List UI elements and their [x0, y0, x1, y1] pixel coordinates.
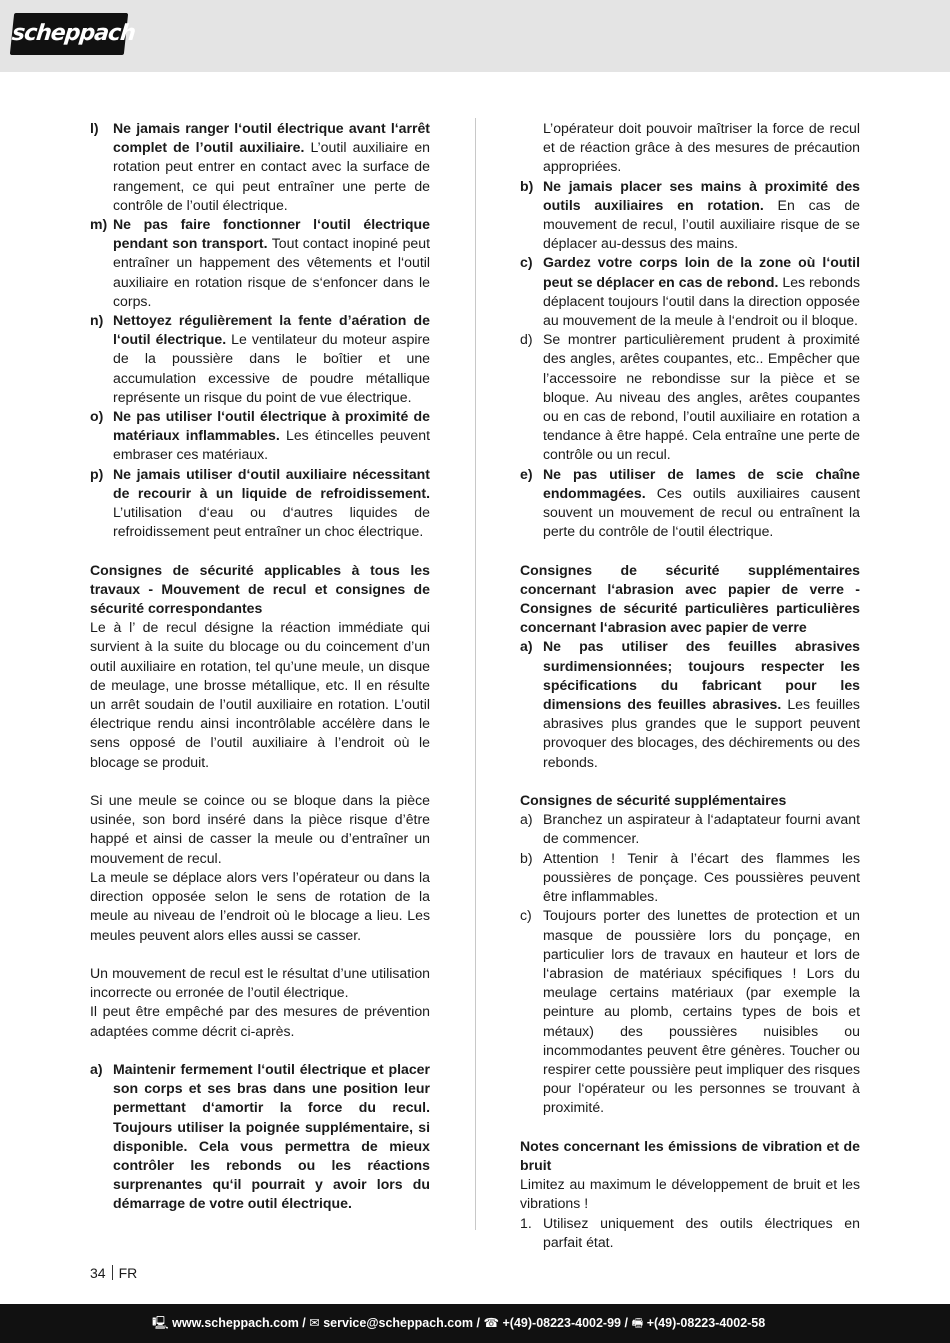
footer-website-link[interactable]: www.scheppach.com / — [172, 1316, 306, 1330]
list-item — [520, 330, 860, 464]
paragraph: Limitez au maximum le développement de bruit et les vibrations ! — [520, 1176, 860, 1212]
item-text: Utilisez uniquement des outils électriques en parfait état. — [543, 1214, 860, 1250]
recoil-heading: Consignes de sécurité applicables à tous les travaux - Mouvement de recul et consignes de sécurité correspondantes — [90, 561, 430, 617]
paragraph: Le à l’ de recul désigne la réaction immédiate qui survient à la suite du blocage ou du coincement d’un outil auxiliaire en rotation, tel qu’une meule, un disque de meulage, une brosse métallique, etc. Il en résulte un arrêt soudain de l’outil auxiliaire en rotation. L’outil électrique rendu ainsi incontrôlable accélère dans le sens opposé de l’outil auxiliaire à l’endroit où le blocage se produit. — [90, 619, 430, 770]
item-text: L’outil auxiliaire en rotation peut entrer en contact avec la surface de rangement, ce qui peut entraîner une perte de contrôle de l’outil électrique. — [113, 139, 430, 213]
item-text: Attention ! Tenir à l’écart des flammes les poussières de ponçage. Ces poussières peuvent être inflammables. — [543, 849, 860, 905]
item-label: c) — [520, 907, 532, 924]
item-label: a) — [90, 1060, 103, 1077]
footer-email-link[interactable]: service@scheppach.com / — [323, 1316, 480, 1330]
item-label: b) — [520, 849, 533, 866]
list-item — [520, 253, 860, 330]
paragraph: Si une meule se coince ou se bloque dans la pièce usinée, son bord inséré dans la pièce risque d’être happé et ainsi de casser la meule ou d’entraîner un mouvement de recul. — [90, 792, 430, 866]
item-text: Ces outils auxiliaires causent souvent un mouvement de recul ou entraînent la perte du contrôle de l‘outil électrique. — [543, 484, 860, 540]
item-text: Le ventilateur du moteur aspire de la poussière dans le boîtier et une accumulation excessive de poudre métallique représente un risque du point de vue électrique. — [113, 331, 430, 405]
fax-icon: 🖷 — [631, 1316, 644, 1330]
list-item — [520, 849, 860, 907]
item-text: Toujours porter des lunettes de protection et un masque de poussière lors du ponçage, en particulier lors de travaux en hauteur et lors de l‘abrasion de matériaux spécifiques ! Lors du meulage certains matériaux (par exemple la peinture au plomb, certains types de bois et métaux) des poussières nuisibles ou incommodantes peuvent être génères. Toucher ou respirer cette poussière peut impliquer des risques pour l‘opérateur ou les personnes se trouvant à proximité. — [543, 907, 860, 1116]
item-text: En cas de mouvement de recul, l’outil auxiliaire risque de se déplacer au-dessus des mains. — [543, 196, 860, 252]
list-item — [520, 906, 860, 1117]
item-label: n) — [90, 312, 104, 329]
item-bold: Ne jamais placer ses mains à proximité des outils auxiliaires en rotation. — [543, 177, 860, 213]
item-bold: Ne jamais ranger l‘outil électrique avant l‘arrêt complet de l’outil auxiliaire. — [113, 120, 430, 156]
item-text: Tout contact inopiné peut entraîner un happement des vêtements et l‘outil auxiliaire en rotation risque de s‘enfoncer dans le corps. — [113, 235, 430, 309]
item-bold: Ne jamais utiliser d‘outil auxiliaire nécessitant de recourir à un liquide de refroidissement. — [113, 465, 430, 501]
page-number — [90, 1265, 137, 1281]
list-item — [520, 637, 860, 771]
item-label: p) — [90, 465, 104, 482]
paragraph: Il peut être empêché par des mesures de prévention adaptées comme décrit ci-après. — [90, 1003, 430, 1039]
item-bold: Ne pas utiliser des feuilles abrasives surdimensionnées; toujours respecter les spécifications du fabricant pour les dimensions des feuilles abrasives. — [543, 638, 860, 713]
page-footer — [0, 1304, 950, 1343]
item-text: L’utilisation d‘eau ou d‘autres liquides de refroidissement peut entraîner un choc électrique. — [113, 504, 430, 540]
item-label: c) — [520, 254, 533, 271]
item-bold: Ne pas faire fonctionner l‘outil électrique pendant son transport. — [113, 216, 430, 252]
item-text: Les étincelles peuvent embraser ces matériaux. — [113, 427, 430, 463]
list-item — [90, 407, 430, 465]
list-item — [520, 465, 860, 542]
paragraph: La meule se déplace alors vers l’opérateur ou dans la direction opposée selon le sens de rotation de la meule au niveau de l’endroit où le blocage a lieu. Les meules peuvent alors elles aussi se casser. — [90, 868, 430, 943]
item-continuation: L’opérateur doit pouvoir maîtriser la force de recul et de réaction grâce à des mesures de précaution appropriées. — [543, 120, 860, 175]
paragraph: Un mouvement de recul est le résultat d’une utilisation incorrecte ou erronée de l’outil électrique. — [90, 964, 430, 1001]
footer-fax: +(49)-08223-4002-58 — [646, 1316, 766, 1330]
mail-icon: ✉ — [309, 1316, 320, 1330]
item-label: 1. — [520, 1214, 532, 1231]
list-item — [90, 465, 430, 542]
list-item — [520, 810, 860, 848]
vibration-heading: Notes concernant les émissions de vibration et de bruit — [520, 1137, 860, 1173]
item-text: Branchez un aspirateur à l‘adaptateur fourni avant de commencer. — [543, 811, 860, 847]
phone-icon: ☎ — [483, 1316, 500, 1330]
item-label: e) — [520, 465, 533, 482]
item-label: d) — [520, 331, 533, 348]
list-item — [90, 119, 430, 215]
page-number-value: 34 — [90, 1265, 106, 1281]
list-item — [520, 1214, 860, 1252]
item-label: a) — [520, 811, 533, 828]
computer-icon: 🖳 — [152, 1316, 169, 1330]
item-label: b) — [520, 177, 534, 194]
item-text: Les rebonds déplacent toujours l‘outil dans la direction opposée au mouvement de la meule à l‘endroit ou il bloque. — [543, 273, 860, 329]
item-text: Se montrer particulièrement prudent à proximité des angles, arêtes coupantes, etc.. Empêcher que l’accessoire ne rebondisse sur la pièce et se bloque. Au niveau des angles, arêtes coupantes ou en cas de rebond, l’outil auxiliaire en rotation a tendance à être happé. Cela entraîne une perte de contrôle ou un recul. — [543, 331, 860, 463]
list-item — [90, 1060, 430, 1214]
column-divider — [475, 118, 476, 1230]
item-label: m) — [90, 216, 108, 233]
item-bold: Ne pas utiliser l‘outil électrique à proximité de matériaux inflammables. — [113, 408, 430, 444]
item-label: a) — [520, 638, 533, 655]
item-bold: Gardez votre corps loin de la zone où l‘outil peut se déplacer en cas de rebond. — [543, 254, 860, 290]
item-bold: Ne pas utiliser de lames de scie chaîne endommagées. — [543, 465, 860, 501]
item-label: l) — [90, 120, 99, 136]
item-label: o) — [90, 408, 104, 425]
footer-phone: +(49)-08223-4002-99 / — [502, 1316, 628, 1330]
page-language: FR — [118, 1265, 138, 1281]
brand-logo: scheppach — [10, 13, 128, 55]
list-item — [90, 311, 430, 407]
supplementary-heading: Consignes de sécurité supplémentaires — [520, 792, 787, 809]
left-column — [90, 119, 430, 1214]
list-item — [90, 215, 430, 311]
abrasion-heading: Consignes de sécurité supplémentaires concernant l‘abrasion avec papier de verre - Consignes de sécurité particulières particulières concernant l‘abrasion avec papier de verre — [520, 561, 860, 636]
item-text: Les feuilles abrasives plus grandes que le support peuvent provoquer des blocages, des déchirements ou des rebonds. — [543, 696, 860, 770]
page-header — [0, 0, 950, 72]
right-column — [520, 119, 860, 1252]
item-bold: Maintenir fermement l‘outil électrique et placer son corps et ses bras dans une position leur permettant d‘amortir la force du recul. Toujours utiliser la poignée supplémentaire, si disponible. Cela vous permettra de mieux contrôler les rebonds ou les réactions surprenantes qu‘il pourrait y avoir lors du démarrage de votre outil électrique. — [113, 1060, 430, 1212]
list-item — [520, 177, 860, 254]
item-bold: Nettoyez régulièrement la fente d’aération de l‘outil électrique. — [113, 312, 430, 348]
